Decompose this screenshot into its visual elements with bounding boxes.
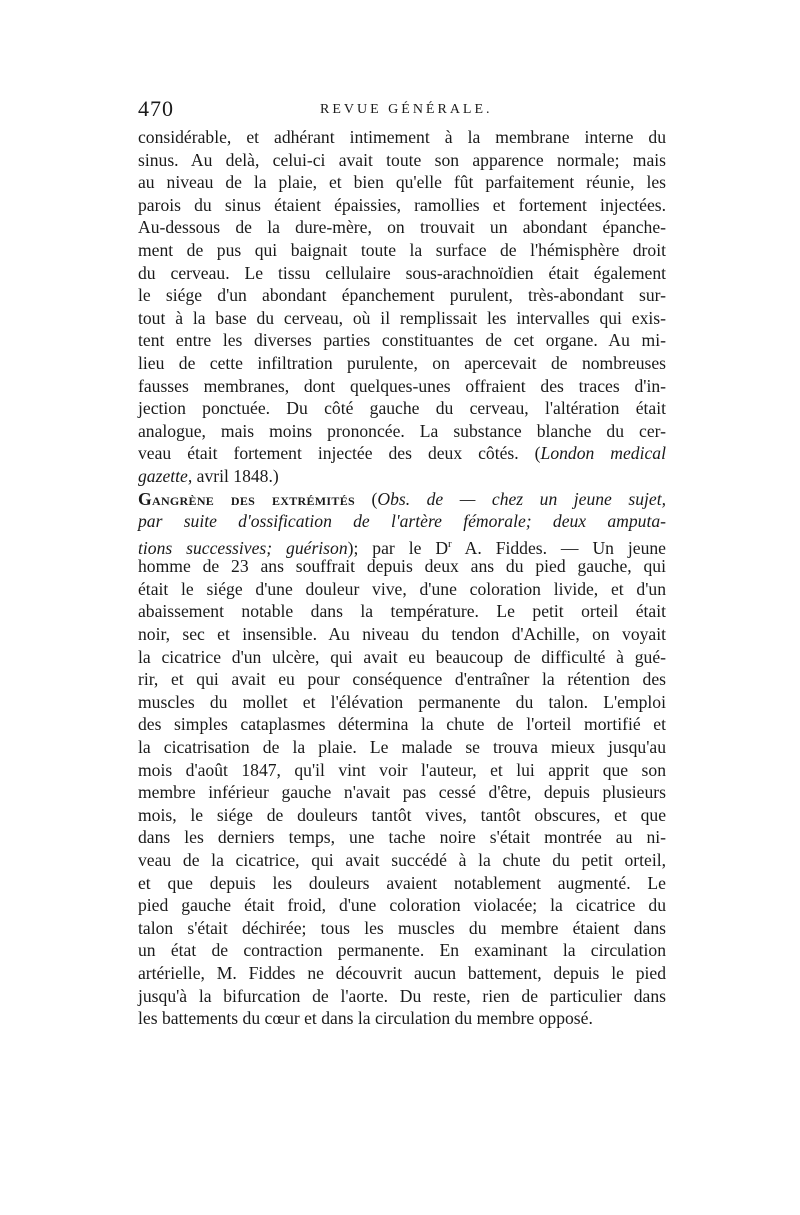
author-and-start: A. Fiddes. — Un jeune	[451, 537, 666, 558]
text-line: au niveau de la plaie, et bien qu'elle fût parfaitement réunie, les	[138, 172, 666, 193]
subtitle-line-2	[138, 510, 666, 533]
page-number: 470	[138, 96, 174, 121]
text-line: et que depuis les douleurs avaient notablement augmenté. Le	[138, 872, 666, 893]
text-line: parois du sinus étaient épaissies, ramollies et fortement injectées.	[138, 194, 666, 215]
text-line: rir, et qui avait eu pour conséquence d'entraîner la rétention des	[138, 669, 666, 690]
text-line: le siége d'un abondant épanchement purulent, très-abondant sur-	[138, 285, 666, 306]
article-body	[138, 126, 666, 1030]
citation-journal-cont: gazette,	[138, 465, 193, 486]
subtitle-line-3	[138, 533, 666, 556]
paragraph-sinus-case	[138, 126, 666, 488]
subtitle-part-2: par suite d'ossification de l'artère fémorale; deux amputa-	[138, 511, 666, 532]
text-line: artérielle, M. Fiddes ne découvrit aucun battement, depuis le pied	[138, 962, 666, 983]
text-line: la cicatrisation de la plaie. Le malade se trouva mieux jusqu'au	[138, 737, 666, 758]
text-line: mois d'août 1847, qu'il vint voir l'auteur, et lui apprit que son	[138, 759, 666, 780]
text-line: dans les derniers temps, une tache noire s'était montrée au ni-	[138, 827, 666, 848]
text-line: du cerveau. Le tissu cellulaire sous-arachnoïdien était également	[138, 262, 666, 283]
text-line: noir, sec et insensible. Au niveau du tendon d'Achille, on voyait	[138, 624, 666, 645]
citation-date: avril 1848.)	[196, 465, 279, 486]
text-line: pied gauche était froid, d'une coloration violacée; la cicatrice du	[138, 895, 666, 916]
text-line: jection ponctuée. Du côté gauche du cerveau, l'altération était	[138, 398, 666, 419]
text-line: était le siége d'une douleur vive, d'une coloration livide, et d'un	[138, 578, 666, 599]
text-line: Au-dessous de la dure-mère, on trouvait un abondant épanche-	[138, 217, 666, 238]
text-line: sinus. Au delà, celui-ci avait toute son apparence normale; mais	[138, 149, 666, 170]
text-line	[138, 442, 666, 465]
text-line: muscles du mollet et l'élévation permanente du talon. L'emploi	[138, 691, 666, 712]
doctor-superscript: r	[448, 537, 452, 550]
section-heading-line	[138, 488, 666, 511]
subtitle-paren: (	[371, 488, 378, 509]
text-line: un état de contraction permanente. En examinant la circulation	[138, 940, 666, 961]
text-line: membre inférieur gauche n'avait pas cessé d'être, depuis plusieurs	[138, 782, 666, 803]
text-line: la cicatrice d'un ulcère, qui avait eu beaucoup de difficulté à gué-	[138, 646, 666, 667]
text-line: abaissement notable dans la température. Le petit orteil était	[138, 601, 666, 622]
text-line: tout à la base du cerveau, où il remplissait les intervalles qui exis-	[138, 307, 666, 328]
text-line: analogue, mais moins prononcée. La substance blanche du cer-	[138, 420, 666, 441]
text-line: jusqu'à la bifurcation de l'aorte. Du reste, rien de particulier dans	[138, 985, 666, 1006]
text-line: talon s'était déchirée; tous les muscles du membre étaient dans	[138, 917, 666, 938]
text-line: lieu de cette infiltration purulente, on apercevait de nombreuses	[138, 352, 666, 373]
text-line: des simples cataplasmes détermina la chute de l'orteil mortifié et	[138, 714, 666, 735]
text-line: considérable, et adhérant intimement à la membrane interne du	[138, 127, 666, 147]
text-line: les battements du cœur et dans la circulation du membre opposé.	[138, 1008, 593, 1029]
text-line: fausses membranes, dont quelques-unes offraient des traces d'in-	[138, 375, 666, 396]
text-line: mois, le siége de douleurs tantôt vives, tantôt obscures, et que	[138, 804, 666, 825]
running-title: REVUE GÉNÉRALE.	[320, 102, 493, 117]
page-header	[138, 96, 668, 126]
citation-journal: London medical	[540, 443, 666, 464]
text-line: tent entre les diverses parties constituantes de cet organe. Au mi-	[138, 330, 666, 351]
text-line-content: veau était fortement injectée des deux côtés.	[138, 443, 519, 464]
text-line: veau de la cicatrice, qui avait succédé à la chute du petit orteil,	[138, 850, 666, 870]
subtitle-part-3: tions successives; guérison	[138, 537, 348, 558]
author-prefix: ); par le D	[347, 537, 449, 558]
section-title: Gangrène des extrémités	[138, 488, 355, 509]
text-line: ment de pus qui baignait toute la surface de l'hémisphère droit	[138, 239, 666, 260]
text-line: homme de 23 ans souffrait depuis deux ans du pied gauche, qui	[138, 556, 666, 577]
subtitle-part-1: Obs. de — chez un jeune sujet,	[377, 488, 666, 509]
citation-line	[138, 465, 666, 488]
paragraph-gangrene-case	[138, 488, 666, 1030]
citation-open: (	[534, 443, 541, 464]
